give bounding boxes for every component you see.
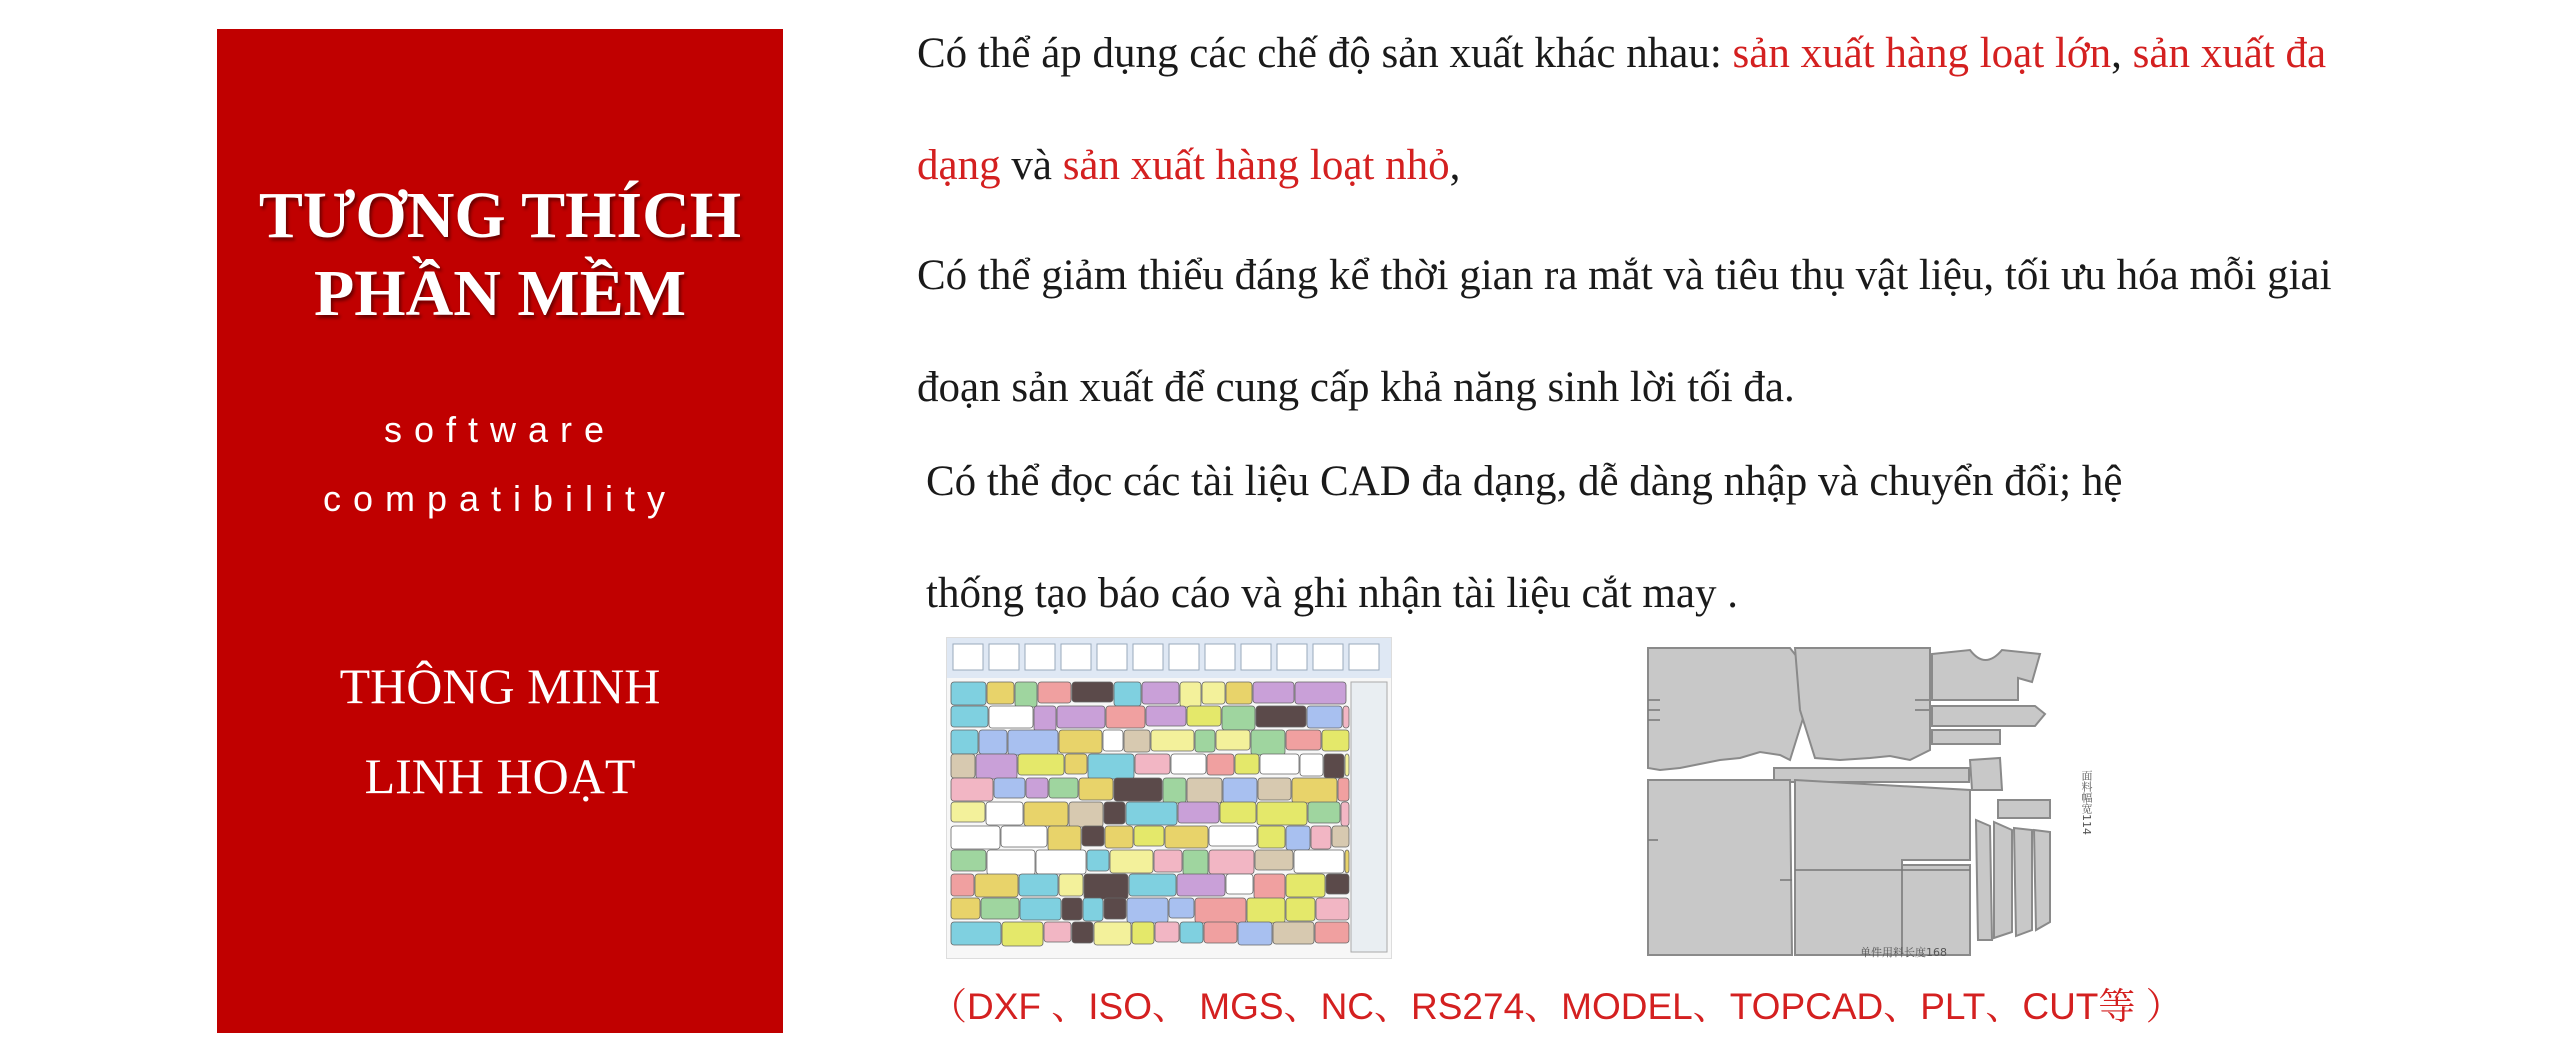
panel-subtitle-line1: software [383,409,617,450]
paragraph-line: thống tạo báo cáo và ghi nhận tài liệu cắt may . [926,570,1738,617]
highlight-diverse: sản xuất đa [2132,30,2327,77]
production-modes-paragraph [917,0,2477,222]
highlight-diverse-cont: dạng [917,142,1001,189]
paragraph-text: và [1000,142,1063,189]
efficiency-paragraph [917,220,2477,444]
supported-formats: （DXF 、ISO、 MGS、NC、RS274、MODEL、TOPCAD、PLT、CUT等 ） [930,986,2183,1027]
paragraph-text: Có thể áp dụng các chế độ sản xuất khác nhau: [917,30,1733,77]
fabric-width-label: 面料幅宽114 [2080,770,2093,835]
paragraph-line: Có thể giảm thiểu đáng kể thời gian ra mắt và tiêu thụ vật liệu, tối ưu hóa mỗi giai [917,252,2332,299]
panel-tagline-line2: LINH HOẠT [364,748,636,804]
panel-title [217,177,783,333]
colored-nesting-layout-icon [947,638,1391,958]
panel-subtitle-line2: compatibility [322,478,678,519]
panel-title-line2: PHẦN MỀM [313,257,687,330]
paragraph-line [917,110,2477,222]
separator: , [2111,30,2133,77]
nesting-layout-image [946,637,1392,959]
panel-title-line1: TƯƠNG THÍCH [258,179,742,252]
paragraph-text: , [1449,142,1461,189]
paragraph-line: đoạn sản xuất để cung cấp khả năng sinh lời tối đa. [917,364,1795,411]
cad-paragraph [926,426,2486,650]
red-title-panel [217,29,783,1033]
highlight-small-batch: sản xuất hàng loạt nhỏ [1062,142,1450,189]
paragraph-line [917,0,2477,110]
paragraph-line: Có thể đọc các tài liệu CAD đa dạng, dễ dàng nhập và chuyển đổi; hệ [926,458,2123,505]
piece-length-label: 单件用料长度168 [1860,946,1947,959]
pattern-layout-image [1640,640,2104,962]
garment-pattern-icon [1640,640,2104,962]
panel-subtitle [217,395,783,533]
panel-tagline-line1: THÔNG MINH [339,658,661,714]
panel-tagline [217,641,783,821]
highlight-large-batch: sản xuất hàng loạt lớn [1732,30,2112,77]
